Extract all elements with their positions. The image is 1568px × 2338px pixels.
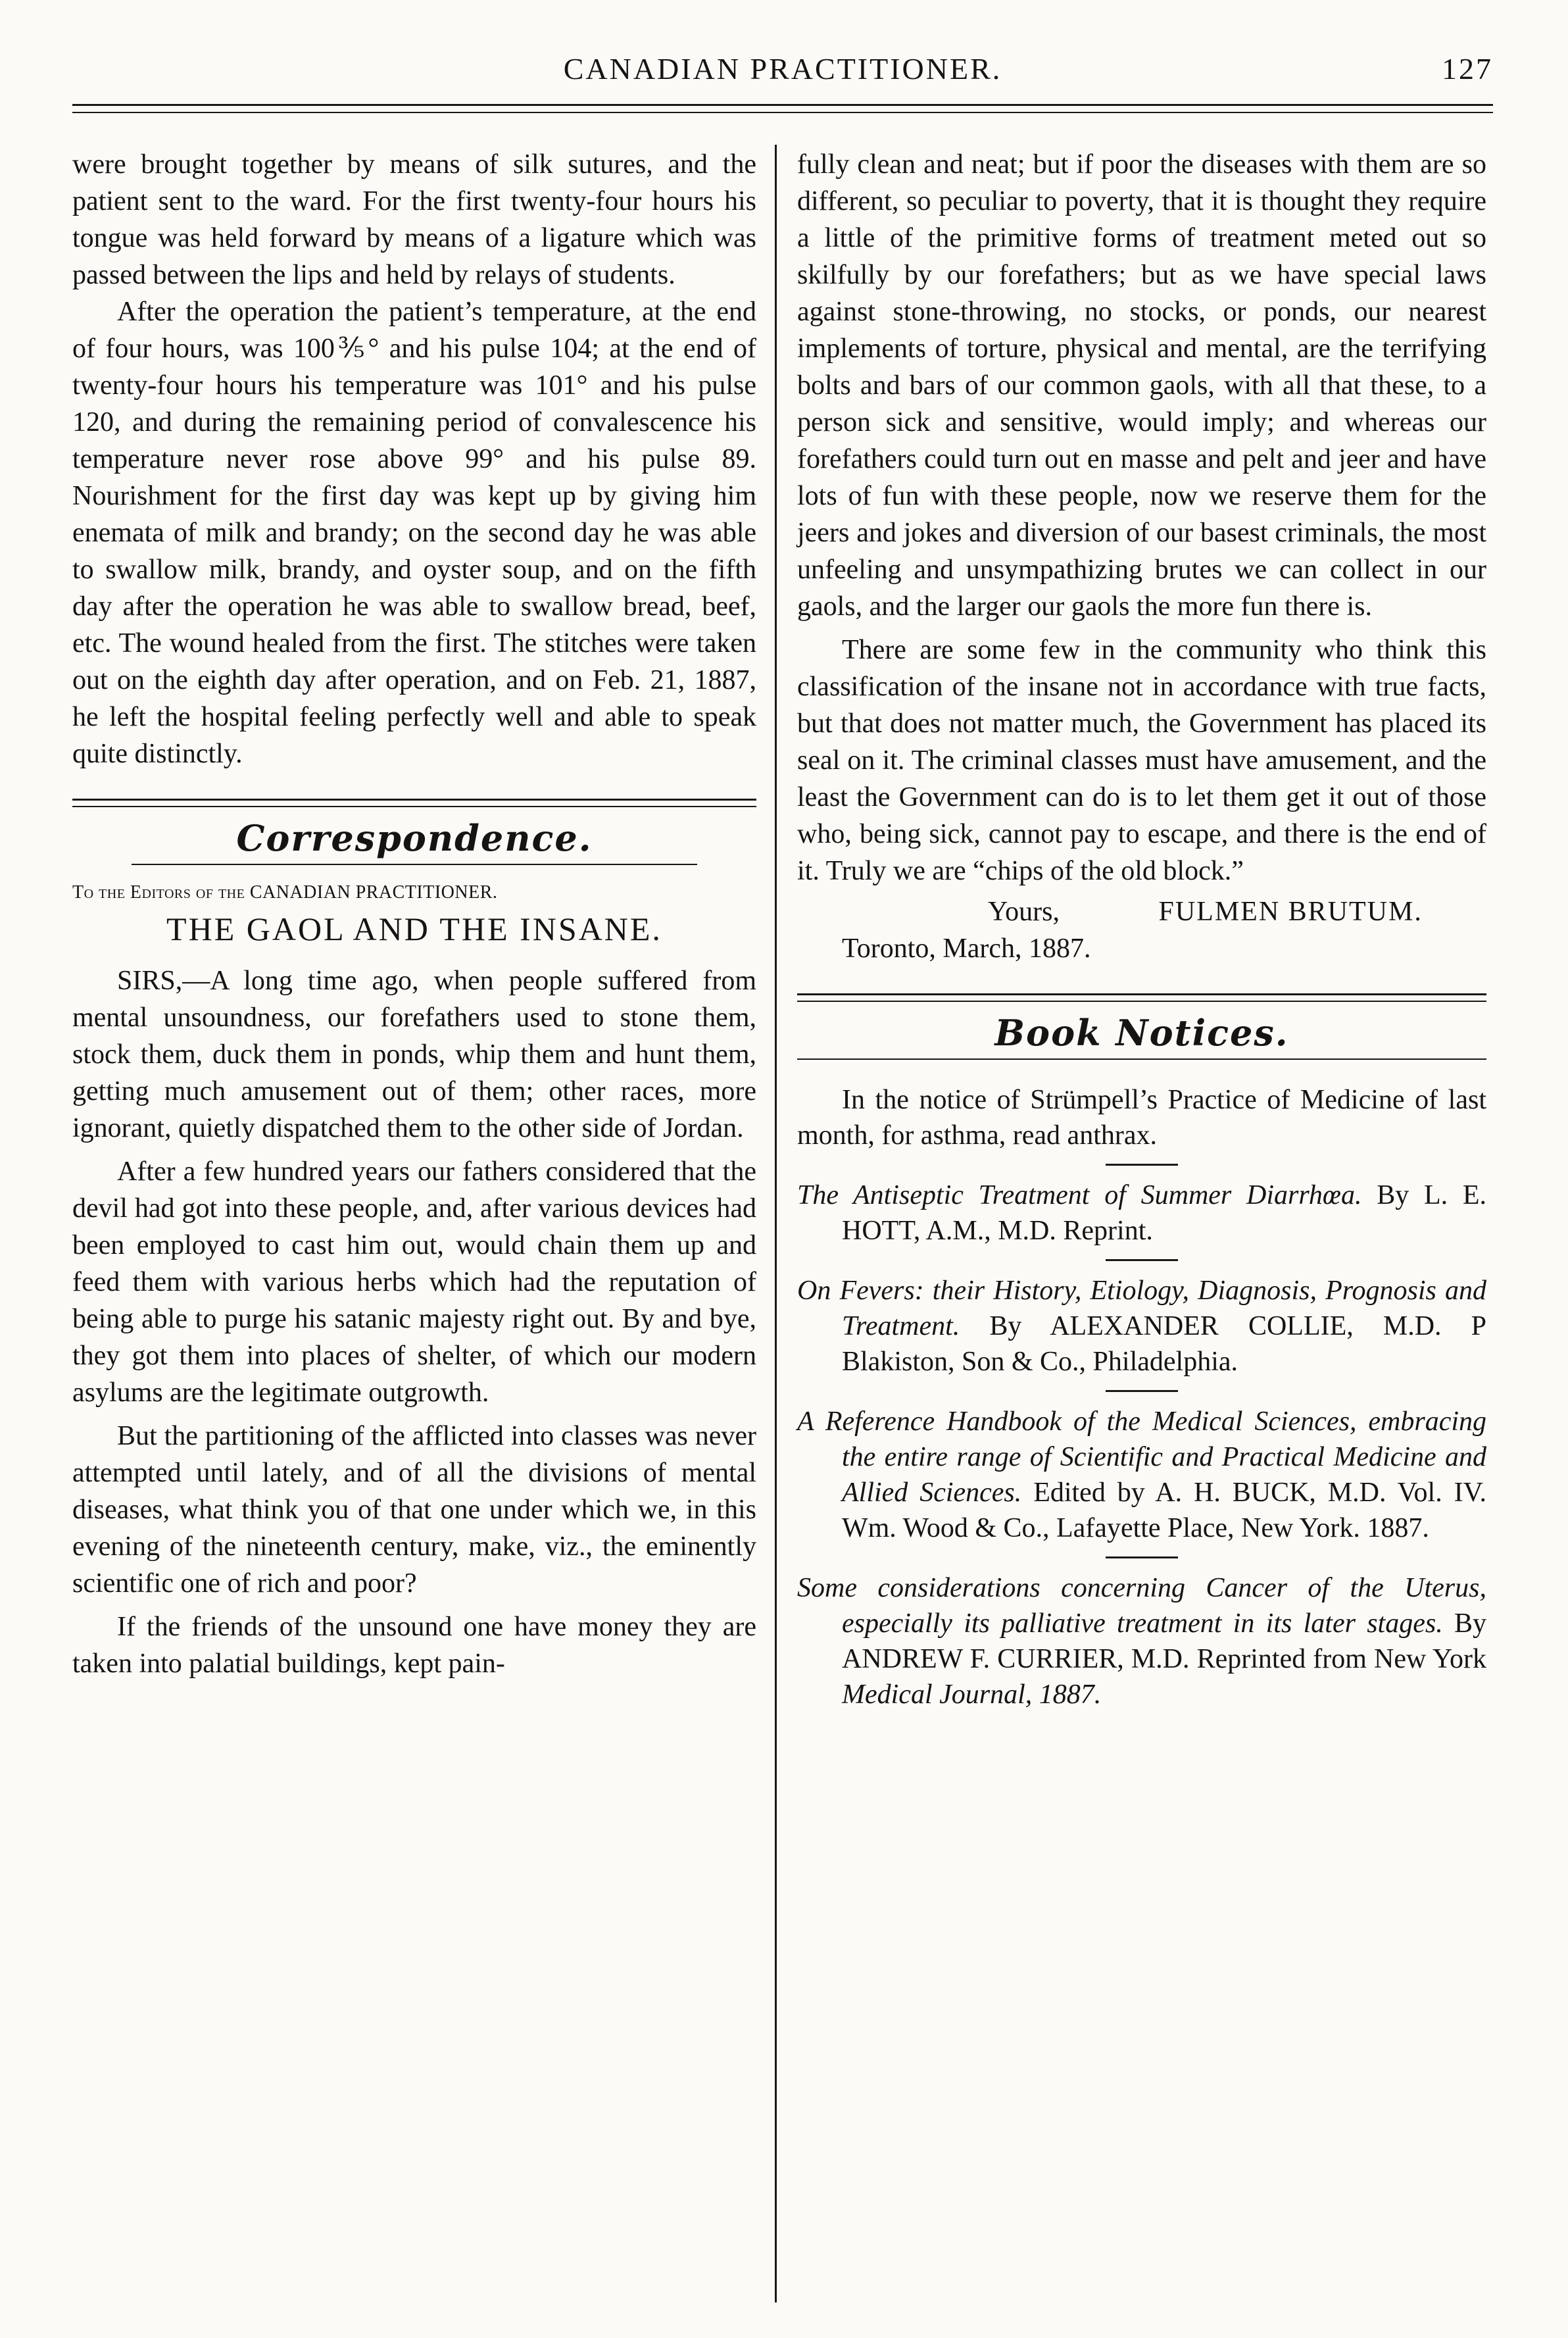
book-notice-4-details: By ANDREW F. CURRIER, M.D. Reprinted from New York (842, 1608, 1487, 1674)
section-rule-bottom (132, 864, 697, 865)
header-rule-top (72, 104, 1493, 106)
notice-divider-1 (1106, 1164, 1178, 1166)
right-column (797, 146, 1486, 1712)
notice-divider-3 (1106, 1390, 1178, 1392)
erratum-notice: In the notice of Strümpell’s Practice of Medicine of last month, for asthma, read anthrax. (797, 1085, 1486, 1151)
section-rule-top (72, 799, 756, 801)
book-notice-3 (797, 1404, 1486, 1546)
book-notices-rule-top-2 (797, 1001, 1486, 1002)
letter-continued-paragraph-2: There are some few in the community who think this classification of the insane not in accordance with true facts, but that does not matter much, the Government has placed its seal on it. The criminal classes must have amusement, and the least the Government can do is to let them get it out of those who, being sick, cannot pay to escape, and there is the end of it. Truly we are “chips of the old block.” (797, 635, 1486, 886)
page-number: 127 (1442, 52, 1493, 86)
book-notice-2 (797, 1273, 1486, 1380)
book-notice-3-title: A Reference Handbook of the Medical Sciences, embracing the entire range of Scientific and Practical Medicine and Allied Sciences. (797, 1406, 1486, 1508)
header-rule-bottom (72, 112, 1493, 113)
left-column (72, 146, 756, 1682)
book-notice-4-title: Some considerations concerning Cancer of the Uterus, especially its palliative treatment in its later stages. (797, 1573, 1486, 1639)
letter-paragraph-4: If the friends of the unsound one have money they are taken into palatial buildings, kept pain- (72, 1612, 756, 1679)
letter-paragraph-3: But the partitioning of the afflicted into classes was never attempted until lately, and of all the divisions of mental diseases, what think you of that one under which we, in this evening of the nineteenth century, make, viz., the eminently scientific one of rich and poor? (72, 1421, 756, 1599)
book-notice-4 (797, 1570, 1486, 1712)
book-notices-heading: Book Notices. (994, 1012, 1289, 1054)
book-notice-4-journal: Medical Journal, 1887. (842, 1679, 1102, 1710)
notice-divider-4 (1106, 1556, 1178, 1558)
letter-paragraph-2: After a few hundred years our fathers considered that the devil had got into these people, and, after various devices had been employed to cast him out, would chain them up and feed them with various herbs which had the reputation of being able to purge his satanic majesty right out. By and bye, they got them into places of shelter, of which our modern asylums are the legitimate outgrowth. (72, 1157, 756, 1408)
book-notice-2-title: On Fevers: their History, Etiology, Diagnosis, Prognosis and Treatment. (797, 1276, 1486, 1341)
book-notice-3-details: Edited by A. H. BUCK, M.D. Vol. IV. Wm. Wood & Co., Lafayette Place, New York. 1887. (842, 1478, 1487, 1543)
book-notices-rule-top (797, 993, 1486, 995)
running-header (72, 51, 1493, 97)
signature-place-date: Toronto, March, 1887. (842, 933, 1091, 964)
book-notices-rule-bottom (797, 1058, 1486, 1060)
journal-title: CANADIAN PRACTITIONER. (563, 52, 1002, 86)
article-title: THE GAOL AND THE INSANE. (166, 910, 662, 947)
letter-signature (797, 893, 1486, 967)
letter-continued-paragraph-1: fully clean and neat; but if poor the diseases with them are so different, so peculiar to poverty, that it is thought they require a little of the primitive forms of treatment meted out so skilfully by our forefathers; but as we have special laws against stone-throwing, no stocks, or ponds, our nearest implements of torture, physical and mental, are the terrifying bolts and bars of our common gaols, with all that these, to a person sick and sensitive, would imply; and whereas our forefathers could turn out en masse and pelt and jeer and have lots of fun with these people, now we reserve them for the jeers and jokes and diversion of our basest criminals, the most unfeeling and unsympathizing brutes we can collect in our gaols, and the larger our gaols the more fun there is. (797, 149, 1486, 622)
column-divider (775, 145, 777, 2302)
case-report-paragraph-1: were brought together by means of silk sutures, and the patient sent to the ward. For the first twenty-four hours his tongue was held forward by means of a ligature which was passed between the lips and held by relays of students. (72, 149, 756, 290)
letter-paragraph-1: SIRS,—A long time ago, when people suffered from mental unsoundness, our forefathers used to stone them, stock them, duck them in ponds, whip them and hunt them, getting much amusement out of them; other races, more ignorant, quietly dispatched them to the other side of Jordan. (72, 966, 756, 1143)
notice-divider-2 (1106, 1259, 1178, 1261)
book-notice-1 (797, 1178, 1486, 1249)
signature-author: FULMEN BRUTUM. (1158, 897, 1423, 927)
book-notice-2-details: By ALEXANDER COLLIE, M.D. P Blakiston, Son & Co., Philadelphia. (842, 1311, 1486, 1377)
signature-closing: Yours, (988, 897, 1060, 927)
book-notice-1-details: By L. E. HOTT, A.M., M.D. Reprint. (842, 1180, 1487, 1246)
editors-salutation: To the Editors of the CANADIAN PRACTITIONER. (72, 882, 498, 903)
correspondence-heading: Correspondence. (236, 817, 593, 859)
case-report-paragraph-2: After the operation the patient’s temperature, at the end of four hours, was 100⅗° and his pulse 104; at the end of twenty-four hours his temperature was 101° and his pulse 120, and during the remaining period of convalescence his temperature never rose above 99° and his pulse 89. Nourishment for the first day was kept up by giving him enemata of milk and brandy; on the second day he was able to swallow milk, brandy, and oyster soup, and on the fifth day after the operation he was able to swallow bread, beef, etc. The wound healed from the first. The stitches were taken out on the eighth day after operation, and on Feb. 21, 1887, he left the hospital feeling perfectly well and able to speak quite distinctly. (72, 297, 756, 769)
section-rule-top-2 (72, 806, 756, 807)
book-notice-1-title: The Antiseptic Treatment of Summer Diarrhœa. (797, 1180, 1362, 1210)
